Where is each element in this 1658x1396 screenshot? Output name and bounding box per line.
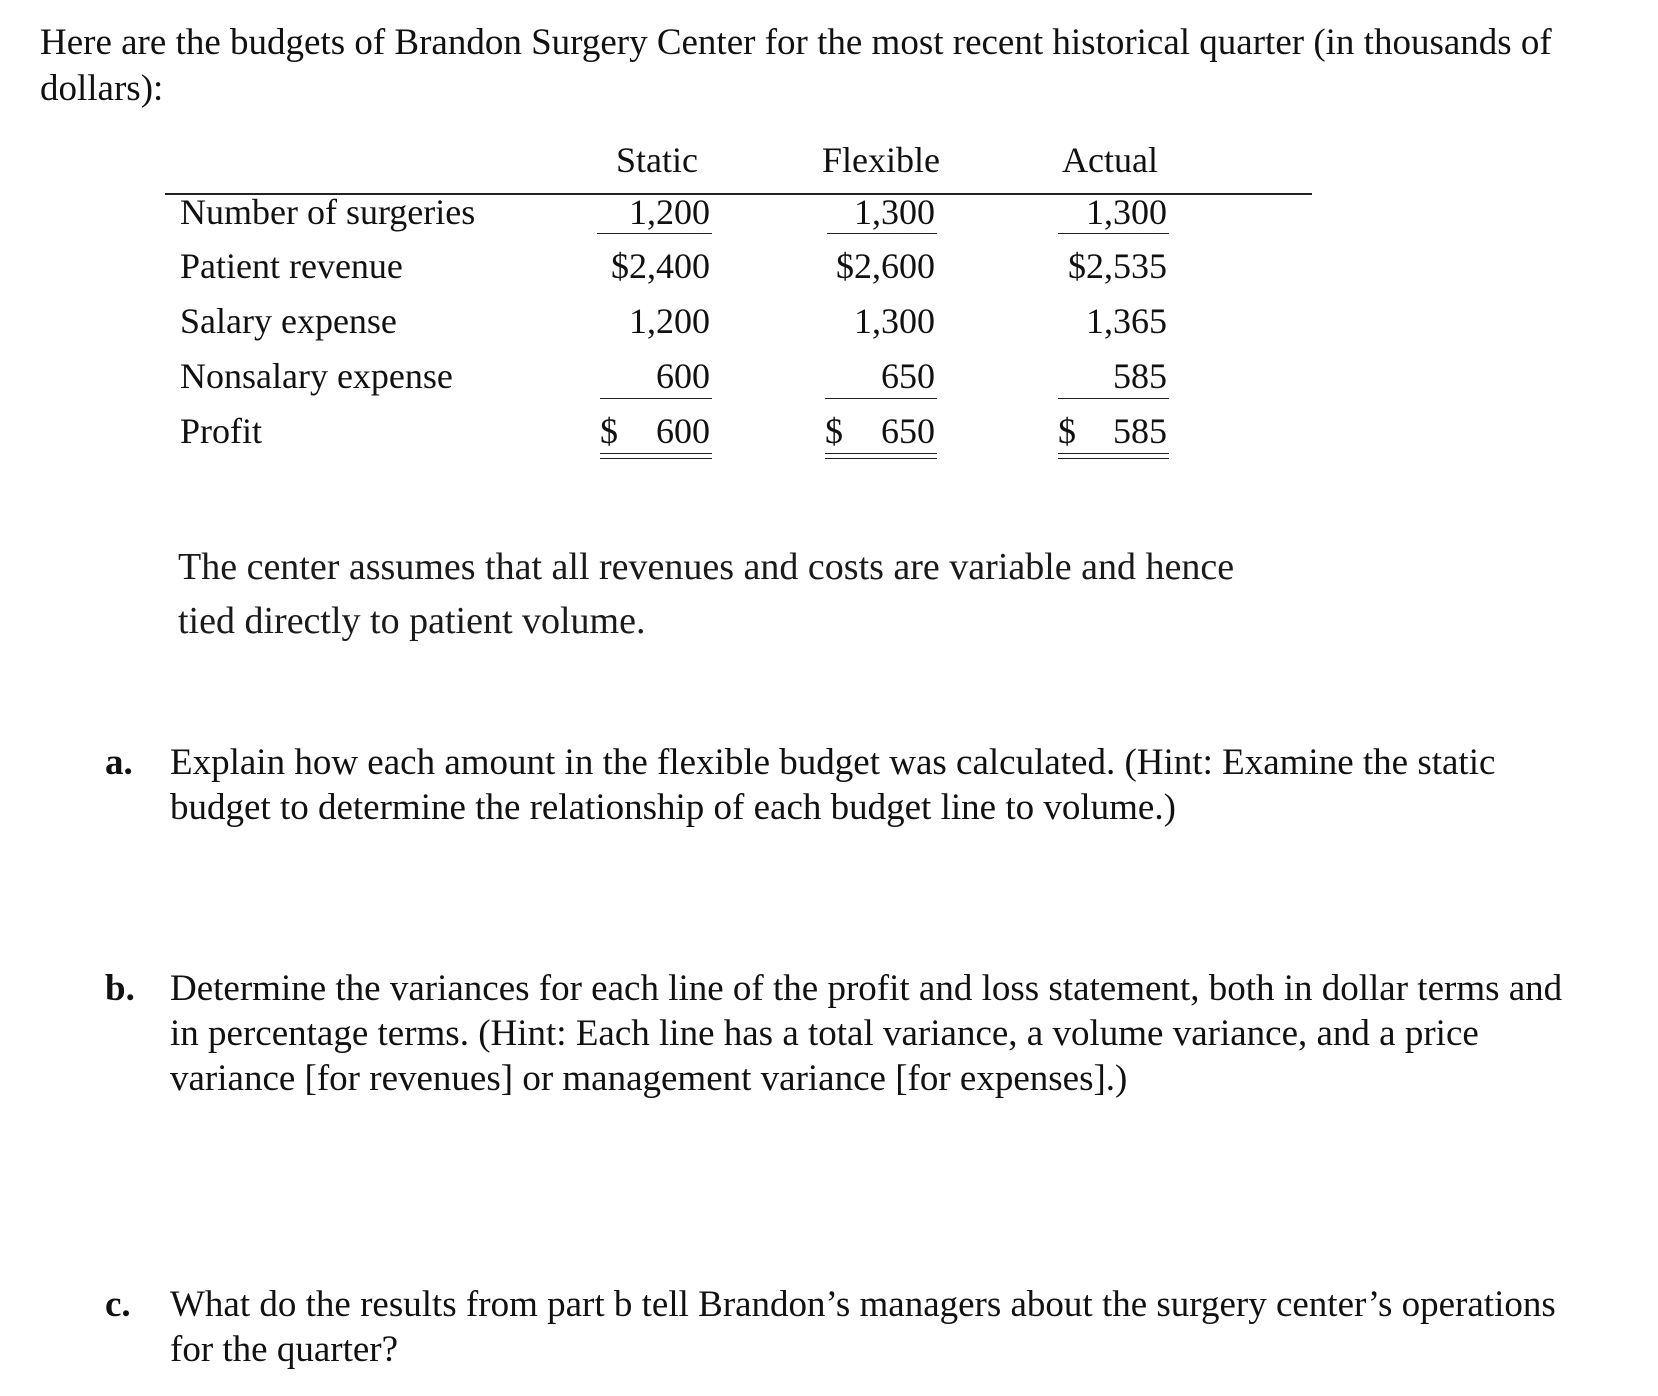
cell-revenue-actual: $2,535 [1068, 246, 1167, 286]
cell-profit-flexible [825, 409, 935, 453]
cell-revenue-flexible: $2,600 [836, 246, 935, 286]
question-text: Determine the variances for each line of the profit and loss statement, both in dollar terms and in percentage terms. (Hint: Each line has a total variance, a volume variance, and a price variance [for revenues] or management variance [for expenses].) [170, 968, 1563, 1099]
question-letter: a. [105, 742, 133, 783]
row-label-salary-expense: Salary expense [180, 301, 397, 341]
underline-nonsalary-flexible [825, 398, 937, 399]
cell-nonsalary-static: 600 [656, 356, 710, 396]
cell-profit-static [600, 409, 710, 453]
question-text: Explain how each amount in the flexible budget was calculated. (Hint: Examine the static budget to determine the relationship of each budget line to volume.) [170, 742, 1496, 828]
row-label-patient-revenue: Patient revenue [180, 246, 403, 286]
question-letter: b. [105, 968, 135, 1009]
dollar-sign: $ [825, 411, 843, 451]
cell-nonsalary-actual: 585 [1113, 356, 1167, 396]
question-letter: c. [105, 1284, 131, 1325]
underline-nonsalary-static [600, 398, 712, 399]
cell-surgeries-static: 1,200 [629, 192, 710, 232]
double-underline-profit-flexible [825, 453, 937, 459]
budget-table [165, 138, 1312, 488]
underline-surgeries-actual [1058, 233, 1169, 234]
assumption-paragraph: The center assumes that all revenues and costs are variable and hence tied directly to patient volume. [178, 546, 1235, 642]
cell-surgeries-flexible: 1,300 [854, 192, 935, 232]
cell-surgeries-actual: 1,300 [1086, 192, 1167, 232]
column-header-flexible: Flexible [822, 140, 940, 180]
cell-salary-actual: 1,365 [1086, 301, 1167, 341]
cell-profit-static-value: 600 [656, 411, 710, 451]
row-label-surgeries: Number of surgeries [180, 192, 476, 232]
cell-salary-flexible: 1,300 [854, 301, 935, 341]
cell-profit-actual [1058, 409, 1167, 453]
intro-paragraph: Here are the budgets of Brandon Surgery Center for the most recent historical quarter (in thousands of dollars): [40, 22, 1552, 109]
cell-revenue-static: $2,400 [611, 246, 710, 286]
dollar-sign: $ [600, 411, 618, 451]
double-underline-profit-actual [1058, 453, 1169, 459]
double-underline-profit-static [600, 453, 712, 459]
row-label-profit: Profit [180, 411, 263, 451]
question-text: What do the results from part b tell Brandon’s managers about the surgery center’s operations for the quarter? [170, 1284, 1556, 1370]
underline-nonsalary-actual [1058, 398, 1169, 399]
column-header-actual: Actual [1062, 140, 1158, 180]
dollar-sign: $ [1058, 411, 1076, 451]
row-label-nonsalary-expense: Nonsalary expense [180, 356, 453, 396]
underline-surgeries-flexible [827, 233, 937, 234]
cell-salary-static: 1,200 [629, 301, 710, 341]
cell-nonsalary-flexible: 650 [881, 356, 935, 396]
column-header-static: Static [616, 140, 698, 180]
cell-profit-flexible-value: 650 [881, 411, 935, 451]
underline-surgeries-static [597, 233, 712, 234]
cell-profit-actual-value: 585 [1113, 411, 1167, 451]
